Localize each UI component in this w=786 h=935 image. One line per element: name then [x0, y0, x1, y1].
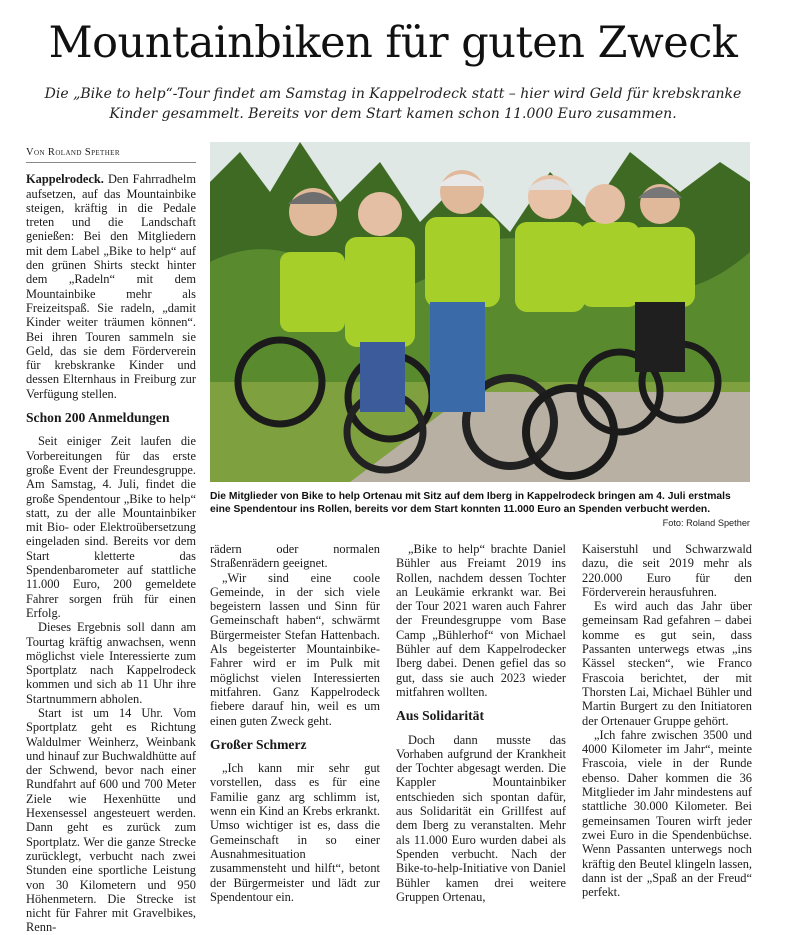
cyclists-photo-illustration [210, 142, 750, 482]
subtitle: Die „Bike to help“-Tour findet am Samstag in Kappelrodeck statt – hier wird Geld für krebskranke Kinder gesammelt. Bereits vor dem Start kamen schon 11.000 Euro zusammen. [44, 86, 742, 122]
dateline: Kappelrodeck. [26, 172, 104, 187]
paragraph: Seit einiger Zeit laufen die Vorbereitungen für das erste große Event der Freundesgruppe. Am Samstag, 4. Juli, findet die große Spendentour „Bike to help“ statt, zu der alle Mountainbiker mit Bio- oder Elektroübersetzung eingeladen sind. Bereits vor dem Start kletterte das Spendenbarometer auf stattliche 11.000 Euro, 200 gemeldete Fahrer sorgen früh für einen Erfolg. [26, 434, 196, 620]
paragraph: rädern oder normalen Straßenrädern geeignet. [210, 542, 380, 571]
paragraph: „Bike to help“ brachte Daniel Bühler aus Freiamt 2019 ins Rollen, nachdem dessen Tochter an Leukämie erkrankt war. Bei der Tour 2021 waren auch Fahrer der Freundesgruppe vom Base Camp „Bühlerhof“ von Michael Bühler auf dem Kappelrodecker Iberg dabei. Denen gefiel das so gut, dass sie auch 2023 wieder mitfahren wollten. [396, 542, 566, 699]
paragraph: Start ist um 14 Uhr. Vom Sportplatz geht es Richtung Waldulmer Weinherz, Weinbank und hinauf zur Buchwaldhütte auf der Schwend, bevor nach einer Rundfahrt auf 600 und 700 Meter Ziele wie Hexenhütte und Hexensessel angesteuert werden. Dann geht es zurück zum Sportplatz. Wer die ganze Strecke zurücklegt, verbucht nach zwei Stunden eine sportliche Leistung von 30 Kilometern und 950 Höhenmetern. Die Strecke ist nicht für Fahrer mit Gravelbikes, Renn- [26, 705, 196, 935]
paragraph: „Ich fahre zwischen 3500 und 4000 Kilometer im Jahr“, meinte Frascoia, viele in der Runde ebenso. Daher kommen die 36 Mitglieder im Jahr mindestens auf stattliche 30.000 Kilometer. Bei gemeinsamen Touren wirft jeder zwei Euro in die Spendenbüchse. Wenn Passanten unterwegs noch kräftig den Beutel klingeln lassen, dann ist der „Spaß an der Freud“ perfekt. [582, 727, 752, 900]
photo-caption: Die Mitglieder von Bike to help Ortenau mit Sitz auf dem Iberg in Kappelrodeck bringen am 4. Juli erstmals eine Spendentour ins Rollen, bereits vor dem Start konnten 11.000 Euro an Spenden verbucht werden. [210, 491, 731, 515]
subheading: Schon 200 Anmeldungen [26, 410, 170, 426]
byline: Von Roland Spether [26, 146, 196, 163]
headline: Mountainbiken für guten Zweck [48, 18, 738, 68]
subheading: Aus Solidarität [396, 708, 484, 724]
paragraph: Es wird auch das Jahr über gemeinsam Rad gefahren – dabei komme es gut sein, dass Passanten unterwegs etwas „ins Kässel stecken“, wie Franco Frascoia berichtet, der mit Thorsten Lai, Michael Bühler und Martin Burgert zu den Initiatoren der Ortenauer Gruppe gehört. [582, 599, 752, 728]
column-1 [26, 146, 196, 935]
article-photo [210, 142, 750, 482]
paragraph: Kaiserstuhl und Schwarzwald dazu, die seit 2019 mehr als 220.000 Euro für den Förderverein herausfuhren. [582, 542, 752, 599]
column-2 [210, 542, 380, 904]
paragraph: Doch dann musste das Vorhaben aufgrund der Krankheit der Tochter abgesagt werden. Die Kappler Mountainbiker entschieden sich spontan dafür, aus Solidarität ein Grillfest auf dem Iberg zu veranstalten. Mehr als 11.000 Euro wurden dabei als Spenden verbucht. Nach der Bike-to-help-Initiative von Daniel Bühler kamen drei weitere Gruppen Ortenau, [396, 732, 566, 904]
column-3 [396, 542, 566, 904]
photo-credit: Foto: Roland Spether [662, 518, 750, 528]
paragraph: „Ich kann mir sehr gut vorstellen, dass es für eine Familie ganz arg schlimm ist, wenn ein Kind an Krebs erkrankt. Umso wichtiger ist es, dass die Gemeinschaft in so einer Ausnahmesituation zusammensteht und hilft“, betont der Bürgermeister und lädt zur Spendentour ein. [210, 761, 380, 904]
paragraph: „Wir sind eine coole Gemeinde, in der sich viele begeistern lassen und Sinn für Gemeinschaft haben“, schwärmt Bürgermeister Stefan Hattenbach. Als begeisterter Mountainbike-Fahrer wird er im Pulk mit möglichst vielen Interessierten mitfahren. Ganz Kappelrodeck fiebere darauf hin, weil es um einen guten Zweck geht. [210, 570, 380, 728]
paragraph: Dieses Ergebnis soll dann am Tourtag kräftig anwachsen, wenn möglichst viele Interessierte zum Sportplatz nach Kappelrodeck kommen und sich ab 11 Uhr ihre Startnummern abholen. [26, 620, 196, 706]
column-4 [582, 542, 752, 899]
subheading: Großer Schmerz [210, 736, 307, 752]
paragraph [26, 172, 196, 401]
paragraph-text: Den Fahrradhelm aufsetzen, auf das Mountainbike steigen, kräftig in die Pedale treten und die Landschaft genießen: Bei den Mitgliedern mit dem Label „Bike to help“ auf den grünen Shirts steckt hinter dem „Radeln“ mit dem Mountainbike mehr als Freizeitspaß. Sie radeln, „damit Kinder weiter träumen können“. Bei ihren Touren sammeln sie Geld, das sie dem Förderverein für krebskranke Kinder und dessen Elternhaus in Freiburg zur Verfügung stellen. [26, 172, 196, 401]
